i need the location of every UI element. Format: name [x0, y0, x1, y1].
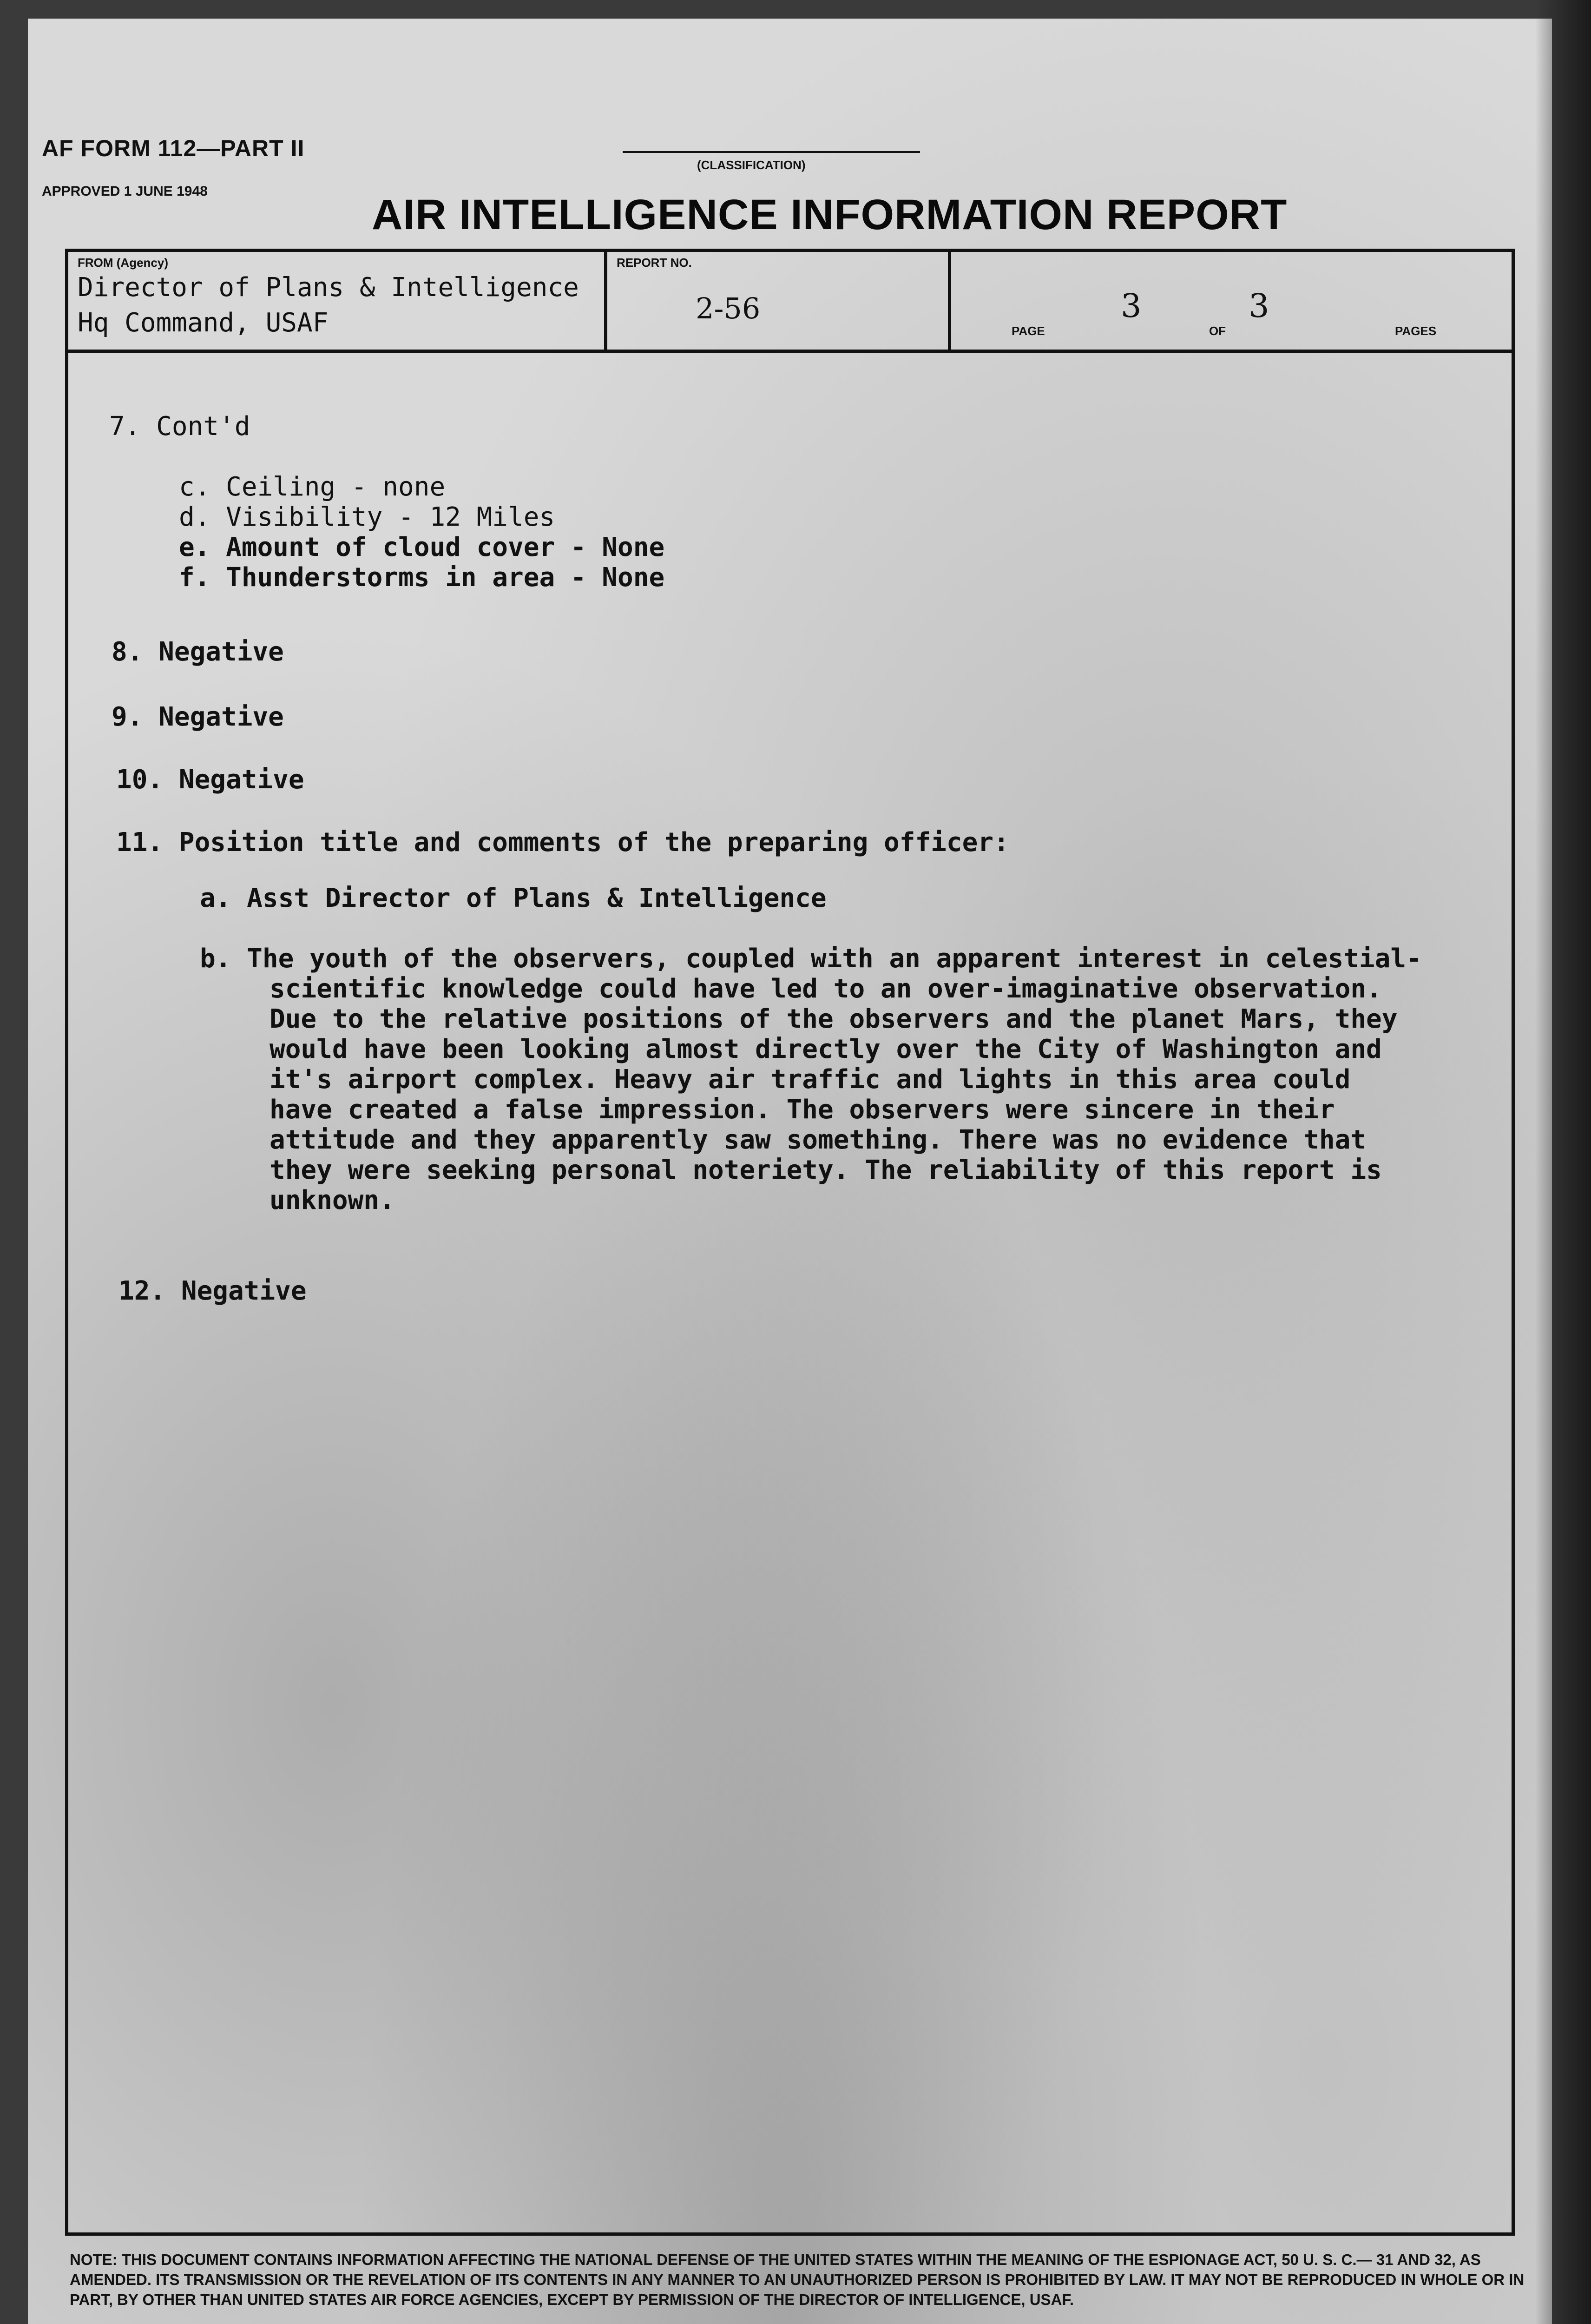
item-11b-line-8: they were seeking personal noteriety. The reliability of this report is: [270, 1155, 1382, 1185]
pages-label: PAGES: [1395, 324, 1437, 338]
item-11b-line-3: Due to the relative positions of the observers and the planet Mars, they: [270, 1004, 1398, 1034]
item-11b-line-7: attitude and they apparently saw something. There was no evidence that: [270, 1125, 1367, 1155]
classification-top: (CLASSIFICATION): [697, 158, 806, 172]
item-7-heading: 7. Cont'd: [109, 411, 250, 442]
item-10: 10. Negative: [116, 765, 304, 795]
report-title: AIR INTELLIGENCE INFORMATION REPORT: [372, 191, 1288, 238]
from-line-1: Director of Plans & Intelligence: [78, 272, 579, 303]
report-no-cell: [607, 252, 951, 350]
item-12: 12. Negative: [118, 1276, 307, 1306]
item-11a: a. Asst Director of Plans & Intelligence: [200, 883, 827, 913]
from-cell: [68, 252, 607, 350]
report-no-label: REPORT NO.: [617, 256, 692, 270]
page-number: 3: [1121, 287, 1142, 325]
form-id: AF FORM 112—PART II: [42, 135, 305, 161]
header-row: [68, 252, 1512, 353]
espionage-act-note: NOTE: THIS DOCUMENT CONTAINS INFORMATION AFFECTING THE NATIONAL DEFENSE OF THE UNITED STATES WITHIN THE MEANING OF THE ESPIONAGE ACT, 50 U. S. C.— 31 AND 32, AS AMENDED. ITS TRANSMISSION OR THE REVELATION OF ITS CONTENTS IN ANY MANNER TO AN UNAUTHORIZED PERSON IS PROHIBITED BY LAW. IT MAY NOT BE REPRODUCED IN WHOLE OR IN PART, BY OTHER THAN UNITED STATES AIR FORCE AGENCIES, EXCEPT BY PERMISSION OF THE DIRECTOR OF INTELLIGENCE, USAF.: [70, 2251, 1525, 2308]
item-11b-line-4: would have been looking almost directly over the City of Washington and: [270, 1034, 1382, 1064]
from-label: FROM (Agency): [78, 256, 168, 270]
item-11b-line-6: have created a false impression. The observers were sincere in their: [270, 1095, 1335, 1125]
item-8: 8. Negative: [112, 637, 284, 667]
item-7e: e. Amount of cloud cover - None: [179, 532, 665, 562]
total-pages: 3: [1249, 287, 1269, 325]
of-label: OF: [1209, 324, 1226, 338]
report-no-value: 2-56: [696, 291, 761, 325]
from-line-2: Hq Command, USAF: [78, 308, 329, 338]
page-label: PAGE: [1012, 324, 1045, 338]
scan-edge-shadow: [1535, 0, 1591, 2324]
item-11b-line-2: scientific knowledge could have led to an over-imaginative observation.: [270, 974, 1382, 1004]
classification-line-top: [623, 151, 920, 153]
item-7c: c. Ceiling - none: [179, 472, 446, 502]
item-11b-line-1: b. The youth of the observers, coupled with an apparent interest in celestial-: [200, 944, 1422, 974]
approved-date: APPROVED 1 JUNE 1948: [42, 184, 208, 199]
item-7d: d. Visibility - 12 Miles: [179, 502, 555, 532]
item-11-heading: 11. Position title and comments of the preparing officer:: [116, 827, 1009, 858]
item-11b-line-5: it's airport complex. Heavy air traffic and lights in this area could: [270, 1064, 1351, 1095]
item-9: 9. Negative: [112, 702, 284, 732]
item-7f: f. Thunderstorms in area - None: [179, 562, 665, 593]
item-11b-line-9: unknown.: [270, 1185, 395, 1215]
